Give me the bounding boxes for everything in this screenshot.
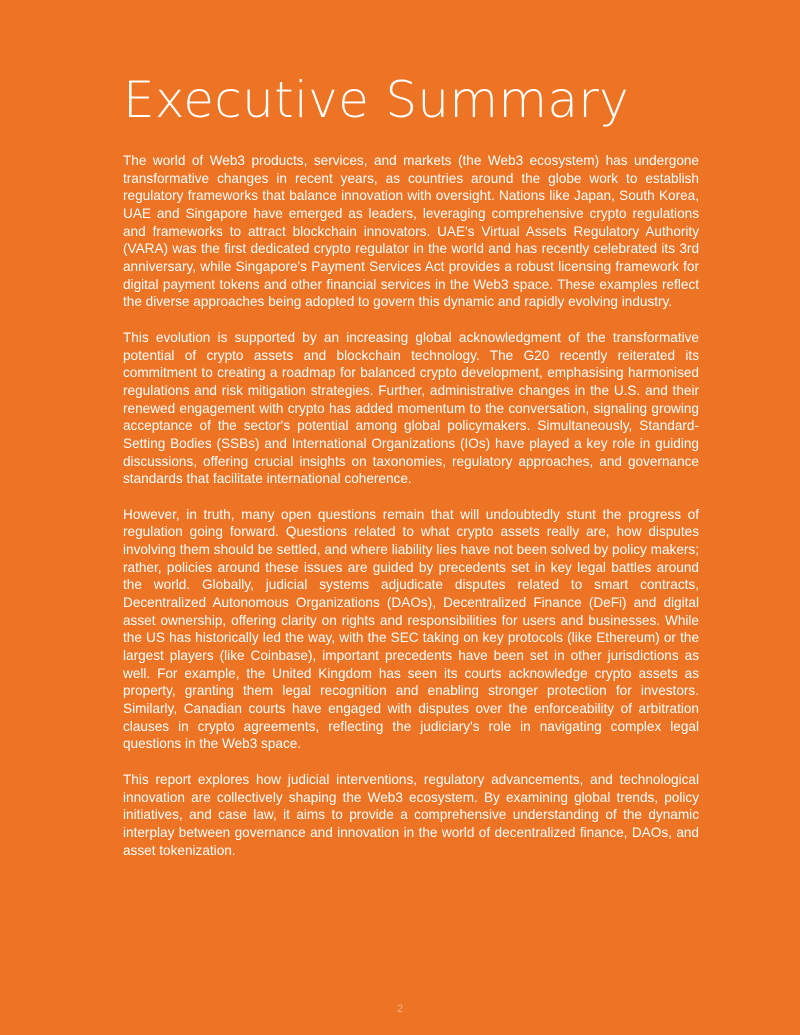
paragraph-4: This report explores how judicial interventions, regulatory advancements, and technological innovation are collectively shaping the Web3 ecosystem. By examining global trends, policy initiatives, and case law, it aims to provide a comprehensive understanding of the dynamic interplay between governance and innovation in the world of decentralized finance, DAOs, and asset tokenization. [123, 772, 699, 858]
page-number: 2 [396, 1003, 404, 1015]
page-title: Executive Summary [123, 71, 630, 129]
summary-body [123, 152, 699, 877]
paragraph-2: This evolution is supported by an increasing global acknowledgment of the transformative potential of crypto assets and blockchain technology. The G20 recently reiterated its commitment to creating a roadmap for balanced crypto development, emphasising harmonised regulations and risk mitigation strategies. Further, administrative changes in the U.S. and their renewed engagement with crypto has added momentum to the conversation, signaling growing acceptance of the sector's potential among global policymakers. Simultaneously, Standard-Setting Bodies (SSBs) and International Organizations (IOs) have played a key role in guiding discussions, offering crucial insights on taxonomies, regulatory approaches, and governance standards that facilitate international coherence. [123, 329, 699, 487]
paragraph-1: The world of Web3 products, services, and markets (the Web3 ecosystem) has undergone transformative changes in recent years, as countries around the globe work to establish regulatory frameworks that balance innovation with oversight. Nations like Japan, South Korea, UAE and Singapore have emerged as leaders, leveraging comprehensive crypto regulations and frameworks to attract blockchain innovators. UAE's Virtual Assets Regulatory Authority (VARA) was the first dedicated crypto regulator in the world and has recently celebrated its 3rd anniversary, while Singapore's Payment Services Act provides a robust licensing framework for digital payment tokens and other financial services in the Web3 space. These examples reflect the diverse approaches being adopted to govern this dynamic and rapidly evolving industry. [123, 153, 699, 310]
paragraph-3: However, in truth, many open questions remain that will undoubtedly stunt the progress of regulation going forward. Questions related to what crypto assets really are, how disputes involving them should be settled, and where liability lies have not been solved by policy makers; rather, policies around these issues are guided by precedents set in key legal battles around the world. Globally, judicial systems adjudicate disputes related to smart contracts, Decentralized Autonomous Organizations (DAOs), Decentralized Finance (DeFi) and digital asset ownership, offering clarity on rights and responsibilities for users and businesses. While the US has historically led the way, with the SEC taking on key protocols (like Ethereum) or the largest players (like Coinbase), important precedents have been set in other jurisdictions as well. For example, the United Kingdom has seen its courts acknowledge crypto assets as property, granting them legal recognition and enabling stronger protection for investors. Similarly, Canadian courts have engaged with disputes over the enforceability of arbitration clauses in crypto agreements, reflecting the judiciary's role in navigating complex legal questions in the Web3 space. [123, 506, 699, 752]
